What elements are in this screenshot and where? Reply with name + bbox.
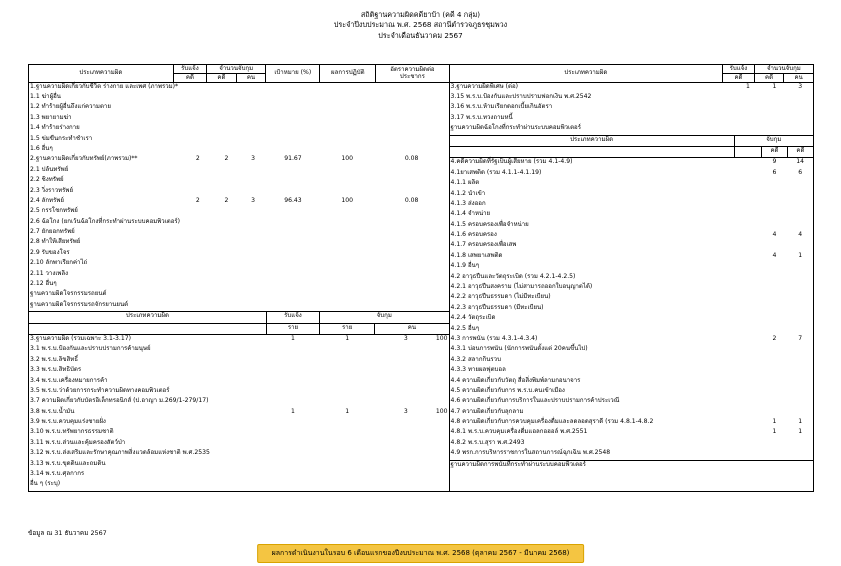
list-item [29,408,449,418]
g2-item-4: 2.5 กรรโชกทรัพย์ [30,207,78,215]
g3-item-6-ray: 1 [345,407,350,415]
g2-item-3-rate: 0.08 [404,196,419,204]
g4-item-4: 4.1.4 จำหน่าย [450,210,491,218]
group3-sub-ray: ราย [266,323,319,334]
list-item [29,366,449,376]
right-top-person: 3 [798,82,803,90]
g4-item-25-c1: 1 [772,428,777,436]
g4-item-23: 4.7 ความผิดเกี่ยวกับลุกลาม [450,407,524,415]
list-item [450,460,813,471]
g3-item-11: 3.13 พ.ร.บ.ขุดดินและถมดิน [30,459,106,467]
list-item [29,356,449,366]
list-item [450,377,813,387]
g3-item-1: 3.2 พ.ร.บ.ลิขสิทธิ์ [30,355,78,363]
left-block [29,82,450,491]
table-body-row [29,82,814,491]
g2-item-10: 2.11 วางเพลิง [30,269,69,277]
sub-case-right: คดี [723,73,755,82]
row-right-header [450,135,813,146]
g4-item-24: 4.8 ความผิดเกี่ยวกับการควบคุมเครื่องดื่มและลดลอดสุราดี (รวม 4.8.1-4.8.2 [450,418,654,426]
sub-case2-right: คดี [754,73,784,82]
list-item [29,197,449,207]
right-header-label: ประเภทความผิด [450,135,735,146]
g1-person [240,83,267,93]
g1-item-4: 1.5 ข่มขืนกระทำชำเรา [30,134,93,142]
g2-target: 91.67 [284,155,302,163]
list-item [29,103,449,113]
right-header-arrest: จับกุม [734,135,813,146]
right-top-item-2: 3.17 พ.ร.บ.ทวงถามหนี้ [450,113,513,121]
g4-item-24-c2: 1 [798,418,803,426]
left-subtable [29,83,449,491]
row-right-subheader [450,146,813,157]
g4-item-10: 4.2 อาวุธปืนและวัตถุระเบิด (รวม 4.2.1-4.2.5) [450,272,576,280]
data-as-of-note: ข้อมูล ณ 31 ธันวาคม 2567 [28,529,107,537]
list-item [29,207,449,217]
g2-rate: 0.08 [404,155,419,163]
g4-item-16: 4.3 การพนัน (รวม 4.3.1-4.3.4) [450,334,538,342]
list-item [29,377,449,387]
list-item [29,124,449,134]
list-item [29,145,449,155]
group3-title: 3.ฐานความผิด (รวมเฉพาะ 3.1-3.17) [30,334,131,342]
g3-person-value: 3 [403,334,408,342]
table-header-row [29,65,814,74]
g4-item-7: 4.1.7 ครอบครองเพื่อเสพ [450,241,517,249]
sub-person-right: คน [784,73,814,82]
list-item [450,345,813,355]
row-group1-title [29,83,449,93]
group4-title: 4.คดีความผิดที่รัฐเป็นผู้เสียหาย (รวม 4.1-4.9) [450,158,573,166]
header-line-1: สถิติฐานความผิดคดียาบ้า (คดี 4 กลุ่ม) [360,10,481,19]
list-item [450,387,813,397]
g4-item-6-c1: 4 [772,231,777,239]
g2-case: 2 [224,155,229,163]
list-item [29,345,449,355]
list-item [29,460,449,470]
g3-item-5: 3.7 ความผิดเกี่ยวกับบัตรอิเล็กทรอนิกส์ (ป.อาญา ม.269/1-279/17) [30,397,209,405]
row-right-top-title [450,83,813,93]
g1-case [213,83,240,93]
g4-item-21: 4.5 ความผิดเกี่ยวกับการ พ.ร.บ.คนเข้าเมือง [450,386,565,394]
header-line-2: ประจำปีงบประมาณ พ.ศ. 2568 สถานีตำรวจภูธรชุมพวง [333,20,508,30]
col-offence-type-right: ประเภทความผิด [449,65,723,83]
list-item [450,439,813,449]
row-group3-header [29,312,449,323]
g4-item-11: 4.2.1 อาวุธปืนสงคราม (ไม่สามารถออกใบอนุญาตได้) [450,283,593,291]
group3-sub-person: คน [375,323,449,334]
period-banner: ผลการดำเนินงานในรอบ 6 เดือนแรกของปีงบประมาณ พ.ศ. 2568 (ตุลาคม 2567 - มีนาคม 2568) [257,544,585,563]
col-received-left: รับแจ้ง [173,65,206,74]
list-item [29,449,449,459]
sub-case-left: คดี [173,73,206,82]
group3-sub-ray2: ราย [320,323,375,334]
g4-item-14: 4.2.4 วัตถุระเบิด [450,314,496,322]
g2-item-6: 2.7 ยักยอกทรัพย์ [30,228,75,236]
list-item [29,166,449,176]
right-top-received: 1 [745,82,750,90]
header-line-3: ประจำเดือนธันวาคม 2567 [378,30,463,40]
right-top-item-1: 3.16 พ.ร.บ.ห้ามเรียกดอกเบี้ยเกินอัตรา [450,103,553,111]
list-item [450,408,813,418]
g4-item-25-c2: 1 [798,428,803,436]
g2-item-3-case: 2 [224,196,229,204]
g2-footer-1: ฐานความผิดโจรกรรมรถยนต์ [30,290,107,298]
list-item [450,210,813,220]
g3-item-6-person [375,408,449,418]
list-item [450,428,813,438]
g4-item-18: 4.3.2 สลากกินรวบ [450,355,501,363]
g3-item-10: 3.12 พ.ร.บ.ส่งเสริมและรักษาคุณภาพสิ่งแวดล้อมแห่งชาติ พ.ศ.2535 [30,449,210,457]
g3-percent-value: 100 [435,334,448,342]
g4-item-0-c1: 6 [772,168,777,176]
g4-item-17: 4.3.1 บ่อนการพนัน (นักการพนันตั้งแต่ 20คนขึ้นไป) [450,345,588,353]
g4-item-13: 4.2.3 อาวุธปืนธรรมดา (มีทะเบียน) [450,303,544,311]
list-item [450,221,813,231]
list-item [450,283,813,293]
list-item [29,249,449,259]
g2-item-3: 2.4 ลักทรัพย์ [30,196,64,204]
g1-item-1: 1.2 ทำร้ายผู้อื่นถึงแก่ความตาย [30,103,111,111]
g4-item-22: 4.6 ความผิดเกี่ยวกับการบริการในและปราบปรามการค้าประเวณี [450,397,620,405]
g1-rate [375,83,449,93]
g3-item-6-received: 1 [291,407,295,415]
g2-item-5: 2.6 ฉ้อโกง (ยกเว้นฉ้อโกงที่กระทำผ่านระบบคอมพิวเตอร์) [30,217,181,225]
g2-person: 3 [251,155,255,163]
list-item [29,93,449,103]
list-item [450,304,813,314]
g4-case: 9 [772,158,777,166]
col-target: เป้าหมาย (%) [266,65,320,83]
col-received-right: รับแจ้ง [723,65,755,74]
col-arrested-left: จำนวนจับกุม [207,65,266,74]
list-item [29,439,449,449]
g2-item-3-performance: 100 [341,196,353,204]
g4-item-16-c2: 7 [798,334,803,342]
statistics-table [28,64,814,492]
g3-item-9: 3.11 พ.ร.บ.ส่วนและคุ้มครองสัตว์ป่า [30,438,126,446]
row-group2-title [29,155,449,165]
g4-item-16-c1: 2 [772,334,777,342]
g4-item-6: 4.1.6 ครอบครอง [450,231,497,239]
list-item [450,335,813,345]
g2-received: 2 [195,155,200,163]
list-item [29,270,449,280]
g4-item-1: 4.1.1 ผลิต [450,179,480,187]
right-block [449,82,813,491]
g1-item-3: 1.4 ทำร้ายร่างกาย [30,124,80,132]
g3-item-6-person-value: 3 [403,407,408,415]
list-item [29,418,449,428]
list-item [29,259,449,269]
g4-case2: 14 [796,158,805,166]
g2-item-11: 2.12 อื่นๆ [30,280,57,288]
sub-person-left: คน [236,73,266,82]
g1-performance [320,83,375,93]
right-subheader-spacer [450,146,735,157]
g3-item-4: 3.5 พ.ร.บ.ว่าด้วยการกระทำความผิดทางคอมพิวเตอร์ [30,386,170,394]
list-item [450,114,813,124]
right-subheader-blank [734,146,762,157]
list-item [29,387,449,397]
row-group3-title [29,334,449,345]
list-item [29,176,449,186]
g4-item-0: 4.1ยาเสพติด (รวม 4.1.1-4.1.19) [450,168,542,176]
list-item [450,252,813,262]
g4-item-0-c2: 6 [798,168,803,176]
g4-item-19: 4.3.3 ทายผลฟุตบอล [450,366,506,374]
row-group4-title [450,158,813,169]
list-item [29,114,449,124]
g2-item-3-target: 96.43 [284,196,302,204]
list-item [450,103,813,113]
col-rate: อัตราความผิดต่อประชากร [376,65,449,83]
g4-item-15: 4.2.5 อื่นๆ [450,324,480,332]
list-item [450,169,813,179]
g4-item-2: 4.1.2 นำเข้า [450,189,486,197]
list-item [29,280,449,290]
g4-item-26: 4.8.2 พ.ร.บ.สุรา พ.ศ.2493 [450,438,525,446]
col-offence-type-left: ประเภทความผิด [29,65,174,83]
group3-header-label: ประเภทความผิด [29,312,266,323]
list-item [450,293,813,303]
list-item [450,397,813,407]
g2-item-3-received: 2 [195,196,200,204]
list-item [450,200,813,210]
group3-col-arrest: จับกุม [320,312,449,323]
list-item [450,93,813,103]
list-item [29,470,449,480]
g3-item-0: 3.1 พ.ร.บ.ป้องกันและปราบปรามการค้ามนุษย์ [30,345,151,353]
g4-item-20: 4.4 ความผิดเกี่ยวกับวัตถุ สื่อสิ่งพิมพ์ลามกอนาจาร [450,376,581,384]
list-item [450,449,813,460]
list-item [450,314,813,324]
list-item [29,187,449,197]
right-top-title: 3.ฐานความผิดพิเศษ (ต่อ) [450,82,519,90]
list-item [450,179,813,189]
group3-col-received: รับแจ้ง [266,312,319,323]
g3-item-6-percent: 100 [435,407,448,415]
g2-item-0: 2.1 ปล้นทรัพย์ [30,165,69,173]
sub-case2-left: คดี [207,73,237,82]
g4-item-8: 4.1.8 เสพยาเสพติด [450,251,503,259]
g2-item-8: 2.9 รับของโจร [30,248,70,256]
right-subtable [450,83,813,471]
row-group3-subheader [29,323,449,334]
g3-arrest-person [375,334,449,345]
col-performance: ผลการปฏิบัติ [320,65,376,83]
g3-item-13: อื่น ๆ (ระบุ) [30,480,61,488]
list-item [450,241,813,251]
list-item [450,356,813,366]
g1-target [266,83,319,93]
list-item [450,190,813,200]
g2-item-3-person: 3 [251,196,255,204]
right-top-footer: ฐานความผิดฉ้อโกงที่กระทำผ่านระบบคอมพิวเตอร์ [450,124,581,132]
g3-item-2: 3.3 พ.ร.บ.สิทธิบัตร [30,366,82,374]
report-page [0,10,841,566]
g3-item-6: 3.8 พ.ร.บ.น้ำมัน [30,407,75,415]
row-right-top-footer [450,124,813,135]
list-item [450,366,813,376]
list-item [29,135,449,145]
g2-footer-2: ฐานความผิดโจรกรรมรถจักรยานยนต์ [30,300,129,308]
right-top-item-0: 3.15 พ.ร.บ.ป้องกันและปราบปรามฟอกเงิน พ.ศ.2542 [450,92,592,100]
g3-item-12: 3.14 พ.ร.บ.ศุลกากร [30,470,85,478]
g4-item-8-c2: 1 [798,251,803,259]
report-header [0,10,841,41]
list-item [450,262,813,272]
g4-item-24-c1: 1 [772,418,777,426]
list-item [29,480,449,490]
col-arrested-right: จำนวนจับกุม [754,65,813,74]
list-item [450,325,813,335]
list-item [450,418,813,428]
list-item [29,397,449,407]
g1-item-0: 1.1 ฆ่าผู้อื่น [30,92,61,100]
g4-item-28: ฐานความผิดการพนันที่กระทำผ่านระบบคอมพิวเตอร์ [450,460,735,471]
g4-item-6-c2: 4 [798,231,803,239]
g4-item-5: 4.1.5 ครอบครองเพื่อจำหน่าย [450,220,529,228]
g1-received [182,83,213,93]
g3-item-8: 3.10 พ.ร.บ.ทรัพยากรธรรมชาติ [30,428,114,436]
g3-item-7: 3.9 พ.ร.บ.ควบคุมแร่งชายฝั่ง [30,418,106,426]
list-item [29,218,449,228]
group3-subheader-spacer [29,323,266,334]
g4-item-12: 4.2.2 อาวุธปืนธรรมดา (ไม่มีทะเบียน) [450,293,551,301]
g3-arrest-ray: 1 [345,334,350,342]
list-item [29,238,449,248]
row-group2-footer-1 [29,290,449,300]
right-top-case: 1 [772,82,777,90]
list-item [450,273,813,283]
g1-item-2: 1.3 พยายามฆ่า [30,113,72,121]
g2-item-9: 2.10 ลักพาเรียกค่าไถ่ [30,259,88,267]
list-item [450,231,813,241]
right-sub-case2: คดี [787,146,813,157]
list-item [29,228,449,238]
g2-performance: 100 [341,155,353,163]
g3-received-ray: 1 [291,334,295,342]
group2-title: 2.ฐานความผิดเกี่ยวกับทรัพย์(ภาพรวม)** [30,155,138,163]
g4-item-8-c1: 4 [772,251,777,259]
g4-item-27: 4.9 พรก.การบริหารราชการในสถานการณ์ฉุกเฉิน พ.ศ.2548 [450,449,611,457]
list-item [29,428,449,438]
row-group2-footer-2 [29,301,449,312]
g4-item-3: 4.1.3 ส่งออก [450,199,486,207]
right-sub-case: คดี [762,146,788,157]
g2-item-7: 2.8 ทำให้เสียทรัพย์ [30,238,81,246]
group1-title: 1.ฐานความผิดเกี่ยวกับชีวิต ร่างกาย และเพศ (ภาพรวม)* [30,82,179,90]
g2-item-1: 2.2 ชิงทรัพย์ [30,176,64,184]
g2-item-2: 2.3 วิ่งราวทรัพย์ [30,186,74,194]
g3-item-3: 3.4 พ.ร.บ.เครื่องหมายการค้า [30,376,108,384]
g4-item-9: 4.1.9 อื่นๆ [450,262,480,270]
g4-item-25: 4.8.1 พ.ร.บ.ควบคุมเครื่องดื่มแอลกอฮอล์ พ.ศ.2551 [450,428,588,436]
g1-item-5: 1.6 อื่นๆ [30,144,53,152]
